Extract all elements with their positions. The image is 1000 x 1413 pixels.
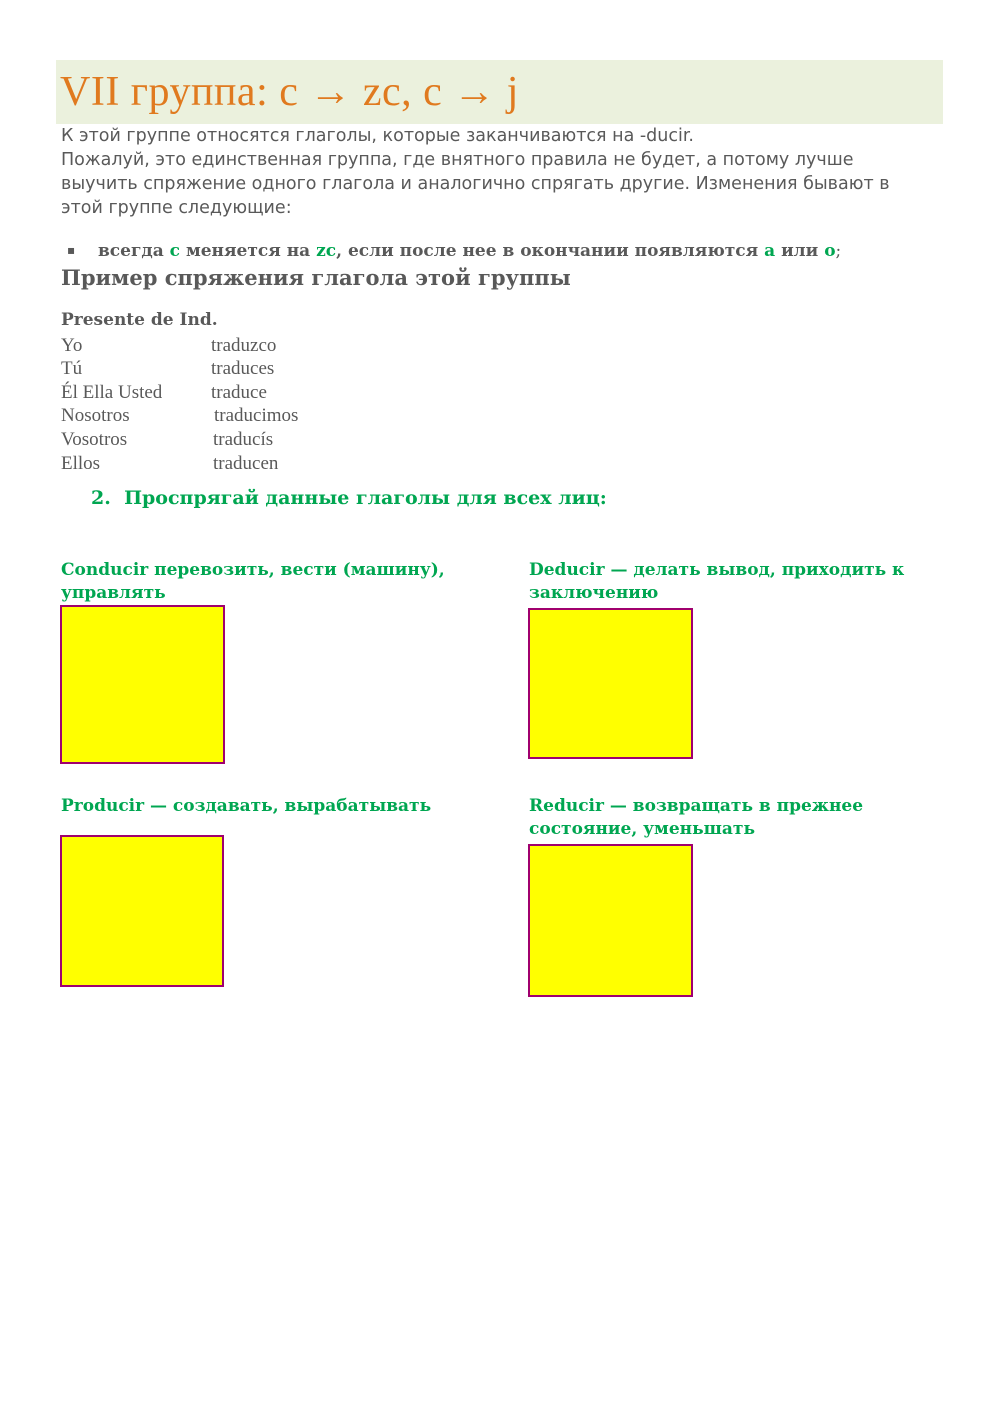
conjugation-row	[61, 452, 278, 475]
task-text: Проспрягай данные глаголы для всех лиц:	[124, 487, 607, 509]
task-heading	[91, 484, 607, 512]
conjugation-pronoun: Ellos	[61, 453, 101, 474]
task-number: 2.	[91, 487, 111, 509]
rule-bullet	[67, 238, 967, 263]
conjugation-row	[61, 381, 267, 404]
example-heading: Пример спряжения глагола этой группы	[61, 265, 571, 290]
rule-part-1: всегда	[98, 241, 170, 261]
conjugation-row	[61, 428, 273, 451]
rule-end: ;	[835, 241, 842, 261]
answer-box-producir[interactable]	[60, 835, 224, 987]
conjugation-form: traduces	[211, 358, 275, 379]
conjugation-pronoun: Él Ella Usted	[61, 382, 163, 403]
conjugation-row	[61, 357, 274, 380]
conjugation-form: traducimos	[214, 405, 299, 426]
rule-part-2: меняется на	[180, 241, 317, 261]
answer-box-deducir[interactable]	[528, 608, 693, 759]
answer-box-reducir[interactable]	[528, 844, 693, 997]
rule-part-3: , если после нее в окончании появляются	[336, 241, 765, 261]
intro-text	[61, 124, 931, 220]
conjugation-form: traduce	[211, 382, 267, 403]
verb-label-conducir: Conducir перевозить, вести (машину), управлять	[61, 560, 445, 603]
tense-label: Presente de Ind.	[61, 310, 218, 330]
rule-letter-a: a	[764, 241, 776, 261]
verb-label-reducir: Reducir — возвращать в прежнее состояние, уменьшать	[529, 796, 864, 839]
conjugation-pronoun: Vosotros	[61, 429, 128, 450]
rule-part-4: или	[775, 241, 825, 261]
page-title: VII группа: c → zc, c → j	[60, 69, 519, 115]
bullet-marker-icon: ▪	[67, 243, 76, 257]
intro-line-1: К этой группе относятся глаголы, которые заканчиваются на -ducir.	[61, 126, 694, 146]
answer-box-conducir[interactable]	[60, 605, 225, 764]
conjugation-form: traducís	[213, 429, 274, 450]
title-banner	[56, 60, 943, 124]
rule-letters-zc: zc	[316, 241, 337, 261]
conjugation-pronoun: Nosotros	[61, 405, 130, 426]
conjugation-pronoun: Tú	[61, 358, 83, 379]
conjugation-row	[61, 334, 276, 357]
intro-line-2: Пожалуй, это единственная группа, где внятного правила не будет, а потому лучше выучить спряжение одного глагола и аналогично спрягать другие. Изменения бывают в этой группе следующие:	[61, 150, 890, 218]
conjugation-form: traduzco	[211, 335, 277, 356]
verb-label-producir: Producir — создавать, вырабатывать	[61, 796, 432, 816]
conjugation-row	[61, 404, 298, 427]
rule-letter-o: o	[824, 241, 836, 261]
rule-letter-c: c	[169, 241, 181, 261]
conjugation-pronoun: Yo	[61, 335, 83, 356]
conjugation-form: traducen	[213, 453, 279, 474]
verb-label-deducir: Deducir — делать вывод, приходить к заключению	[529, 560, 905, 603]
